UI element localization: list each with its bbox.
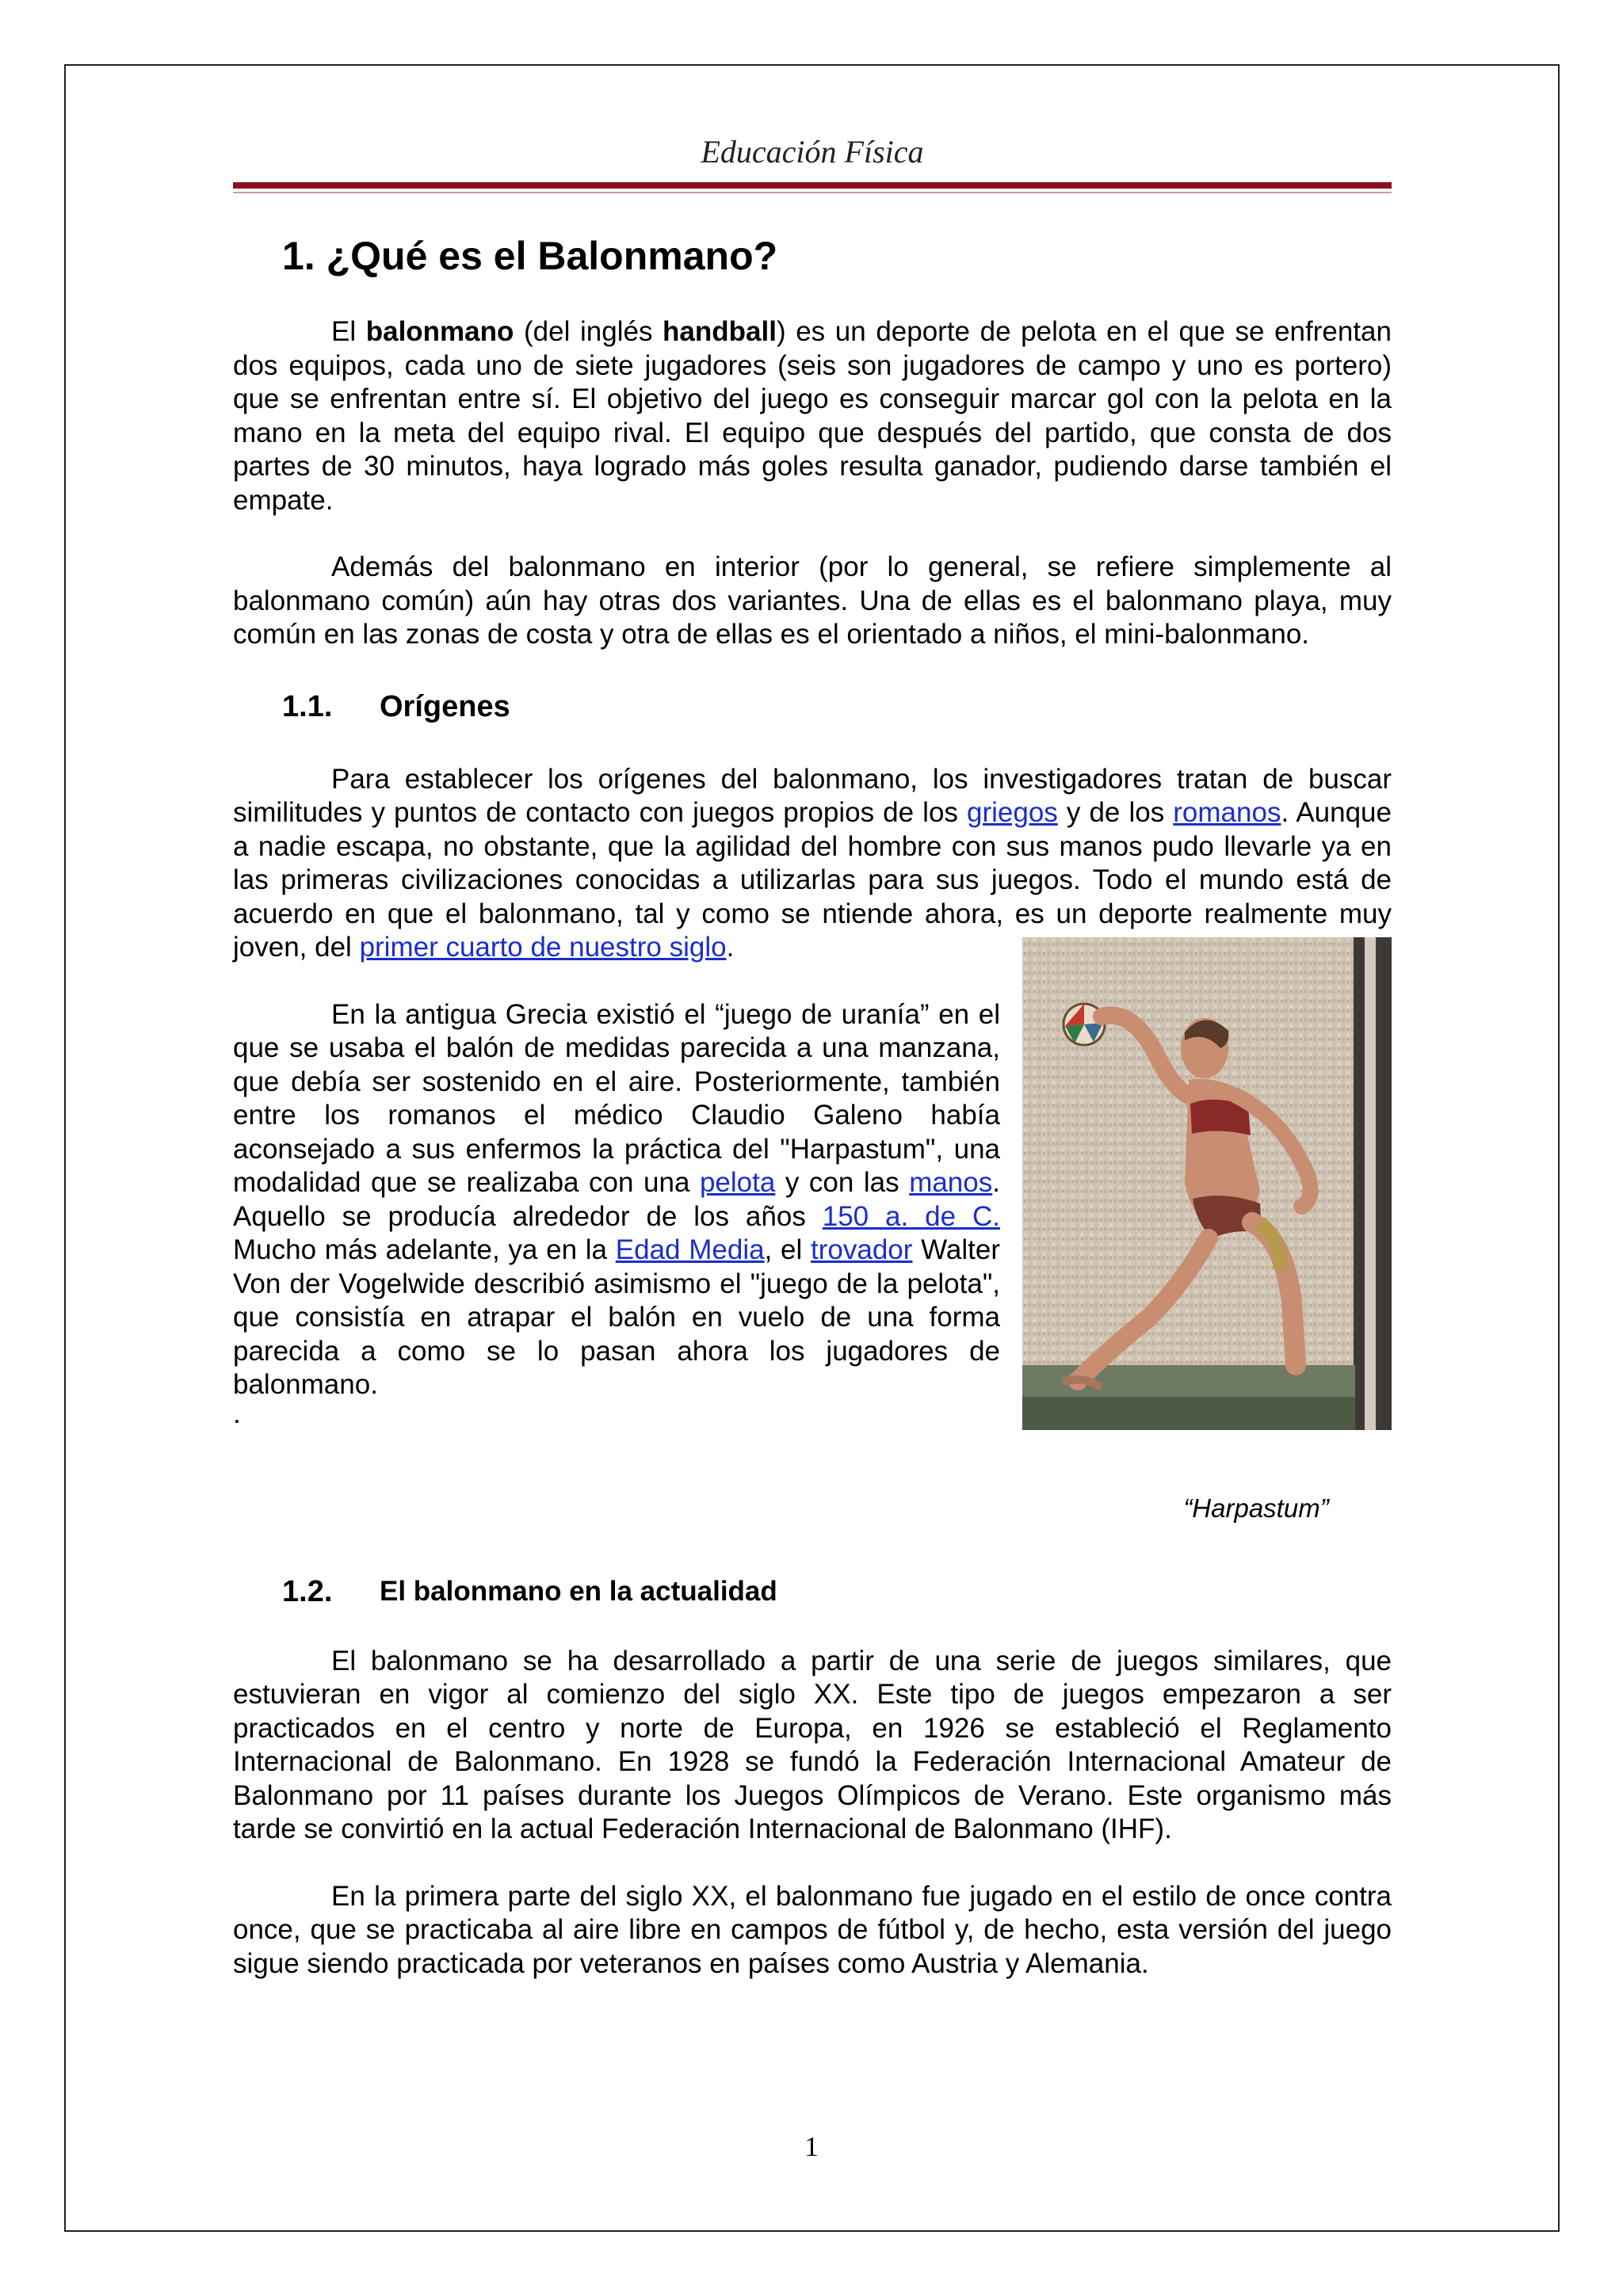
stray-dot: . xyxy=(233,1398,241,1429)
page-number: 1 xyxy=(804,2131,819,2162)
page-content xyxy=(233,132,1392,1981)
header-rule-thin xyxy=(233,192,1392,193)
link-romanos[interactable]: romanos xyxy=(1173,797,1281,828)
subsection-title: Orígenes xyxy=(380,689,510,723)
subsection-number: 1.2. xyxy=(282,1574,333,1608)
actualidad-paragraph-1: El balonmano se ha desarrollado a partir de una serie de juegos similares, que estuvieran en vigor al comienzo del siglo XX. Este tipo de juegos empezaron a ser practicados en el centro y norte de Europa, en 1926 se estableció el Reglamento Internacional de Balonmano. En 1928 se fundó la Federación Internacional Amateur de Balonmano por 11 países durante los Juegos Olímpicos de Verano. Este organismo más tarde se convirtió en la actual Federación Internacional de Balonmano (IHF). xyxy=(233,1645,1392,1844)
intro-paragraph-1: El balonmano (del inglés handball) es un deporte de pelota en el que se enfrentan dos equipos, cada uno de siete jugadores (seis son jugadores de campo y uno es portero) que se enfrentan entre sí. El objetivo del juego es conseguir marcar gol con la pelota en la mano en la meta del equipo rival. El equipo que después del partido, que consta de dos partes de 30 minutos, haya logrado más goles resulta ganador, pudiendo darse también el empate. xyxy=(233,316,1392,516)
actualidad-paragraph-2: En la primera parte del siglo XX, el balonmano fue jugado en el estilo de once contra once, que se practicaba al aire libre en campos de fútbol y, de hecho, esta versión del juego sigue siendo practicada por veteranos en países como Austria y Alemania. xyxy=(233,1880,1392,1979)
intro-paragraph-2: Además del balonmano en interior (por lo general, se refiere simplemente al balonmano común) aún hay otras dos variantes. Una de ellas es el balonmano playa, muy común en las zonas de costa y otra de ellas es el orientado a niños, el mini-balonmano. xyxy=(233,551,1392,650)
link-primer-cuarto-siglo[interactable]: primer cuarto de nuestro siglo xyxy=(359,932,727,963)
origins-paragraph-1: Para establecer los orígenes del balonmano, los investigadores tratan de buscar similitudes y puntos de contacto con juegos propios de los griegos y de los romanos. Aunque a nadie escapa, no obstante, que la agilidad del hombre con sus manos pudo llevarle ya en las primeras civilizaciones conocidas a utilizarlas para sus juegos. Todo el mundo está de acuerdo en que el balonmano, tal y como se ntiende ahora, es un deporte realmente muy joven, del “Harpastum” primer cuarto de nuestro siglo. xyxy=(233,763,1392,965)
figure-caption: “Harpastum” xyxy=(1183,1493,1329,1523)
subsection-number: 1.1. xyxy=(282,689,333,723)
link-pelota[interactable]: pelota xyxy=(699,1167,776,1198)
origins-paragraph-2: En la antigua Grecia existió el “juego de uranía” en el que se usaba el balón de medidas parecida a una manzana, que debía ser sostenido en el aire. Posteriormente, también entre los romanos el médico Claudio Galeno había aconsejado a sus enfermos la práctica del "Harpastum", una modalidad que se realizaba con una pelota y con las manos. Aquello se producía alrededor de los años 150 a. de C. Mucho más adelante, ya en la Edad Media, el trovador Walter Von der Vogelwide describió asimismo el "juego de la pelota", que consistía en atrapar el balón en vuelo de una forma parecida a como se lo pasan ahora los jugadores de balonmano. xyxy=(233,998,1000,1400)
link-trovador[interactable]: trovador xyxy=(811,1234,913,1265)
subsection-title: El balonmano en la actualidad xyxy=(380,1575,777,1607)
link-manos[interactable]: manos xyxy=(909,1167,993,1198)
figure-harpastum xyxy=(1022,937,1392,1526)
subsection-heading-origins xyxy=(282,687,1392,727)
link-150-ac[interactable]: 150 a. de C. xyxy=(822,1200,1000,1232)
subsection-heading-actualidad xyxy=(282,1572,1392,1611)
link-edad-media[interactable]: Edad Media xyxy=(615,1234,765,1265)
section-title: 1. ¿Qué es el Balonmano? xyxy=(282,234,778,278)
harpastum-mosaic-image xyxy=(1022,937,1392,1430)
running-header: Educación Física xyxy=(701,134,924,170)
link-griegos[interactable]: griegos xyxy=(967,797,1058,828)
header-rule xyxy=(233,182,1392,189)
